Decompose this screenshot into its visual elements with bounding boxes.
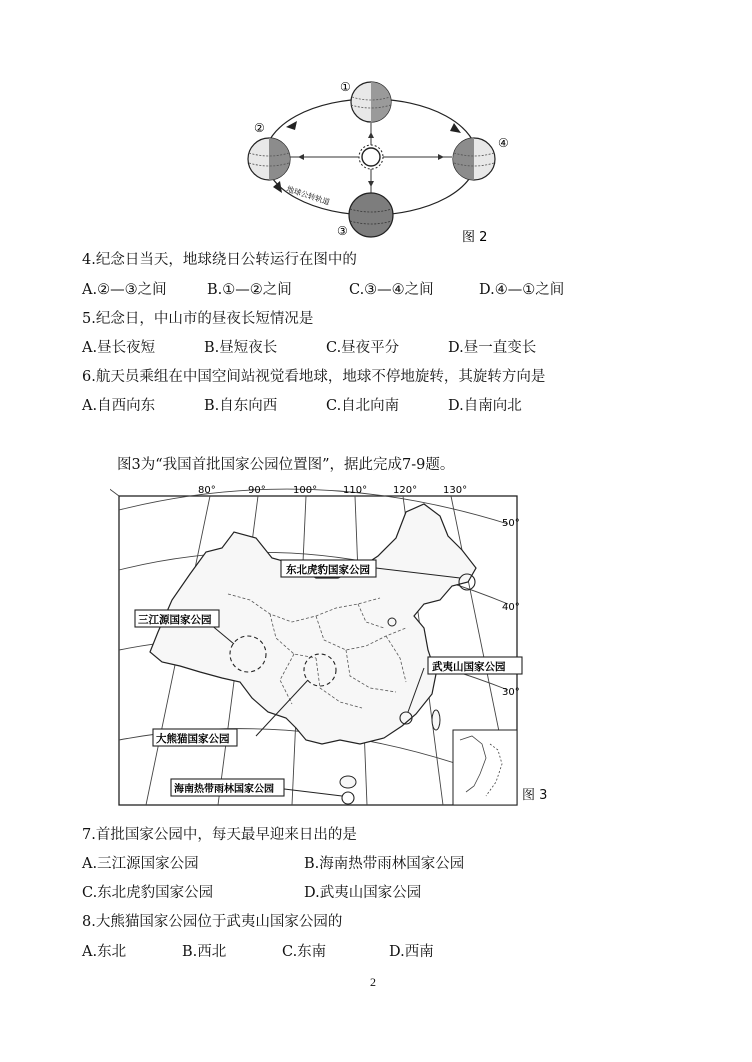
figure2-caption: 图 2 — [462, 230, 488, 245]
q6-stem: 6.航天员乘组在中国空间站视觉看地球，地球不停地旋转，其旋转方向是 — [82, 369, 546, 385]
orbit-label: 地球公转轨道 — [285, 184, 331, 207]
svg-text:大熊猫国家公园: 大熊猫国家公园 — [156, 733, 230, 745]
q4-stem: 4.纪念日当天，地球绕日公转运行在图中的 — [82, 252, 357, 268]
q7-option-d[interactable]: D.武夷山国家公园 — [304, 885, 422, 901]
longitude-label-130: 130° — [443, 485, 468, 496]
q7-option-b[interactable]: B.海南热带雨林国家公园 — [304, 856, 465, 872]
longitude-label-90: 90° — [248, 485, 266, 496]
longitude-label-80: 80° — [198, 485, 216, 496]
position-label-4: ④ — [498, 136, 509, 150]
q4-option-d[interactable]: D.④—①之间 — [479, 282, 565, 298]
q6-option-d[interactable]: D.自南向北 — [448, 398, 522, 414]
longitude-label-100: 100° — [293, 485, 318, 496]
q6-option-a[interactable]: A.自西向东 — [82, 398, 156, 414]
q8-stem: 8.大熊猫国家公园位于武夷山国家公园的 — [82, 914, 343, 930]
longitude-label-110: 110° — [343, 485, 368, 496]
label-wuyishan-park — [428, 657, 522, 674]
orbit-arrow — [286, 121, 297, 130]
svg-text:武夷山国家公园: 武夷山国家公园 — [432, 661, 506, 673]
svg-text:东北虎豹国家公园: 东北虎豹国家公园 — [286, 564, 370, 576]
latitude-label-30: 30° — [502, 687, 520, 698]
q8-option-c[interactable]: C.东南 — [282, 944, 327, 960]
label-tiger-park — [281, 560, 376, 577]
south-china-sea-inset — [453, 730, 517, 805]
q5-stem: 5.纪念日，中山市的昼夜长短情况是 — [82, 311, 314, 327]
latitude-label-40: 40° — [502, 602, 520, 613]
q7-stem: 7.首批国家公园中，每天最早迎来日出的是 — [82, 827, 357, 843]
q7-option-c[interactable]: C.东北虎豹国家公园 — [82, 885, 214, 901]
q6-option-b[interactable]: B.自东向西 — [204, 398, 278, 414]
q5-option-d[interactable]: D.昼一直变长 — [448, 340, 537, 356]
taiwan-island — [432, 710, 440, 730]
q4-option-a[interactable]: A.②—③之间 — [82, 282, 167, 298]
q5-option-c[interactable]: C.昼夜平分 — [326, 340, 400, 356]
q8-option-d[interactable]: D.西南 — [389, 944, 434, 960]
position-label-3: ③ — [337, 224, 348, 238]
earth-position-4 — [453, 138, 495, 180]
intro-text: 图3为“我国首批国家公园位置图”，据此完成7-9题。 — [117, 457, 455, 473]
q5-option-b[interactable]: B.昼短夜长 — [204, 340, 278, 356]
china-parks-map — [110, 482, 580, 812]
page-number: 2 — [370, 975, 376, 989]
q5-option-a[interactable]: A.昼长夜短 — [82, 340, 156, 356]
q4-option-c[interactable]: C.③—④之间 — [349, 282, 434, 298]
figure3-caption: 图 3 — [522, 788, 548, 803]
latitude-label-50: 50° — [502, 518, 520, 529]
q4-option-b[interactable]: B.①—②之间 — [207, 282, 292, 298]
q6-option-c[interactable]: C.自北向南 — [326, 398, 400, 414]
position-label-1: ① — [340, 80, 351, 94]
label-sanjiangyuan-park — [135, 610, 219, 627]
orbit-arrow — [273, 181, 282, 193]
earth-position-3 — [349, 193, 393, 237]
hainan-island — [340, 776, 356, 788]
svg-text:三江源国家公园: 三江源国家公园 — [138, 614, 212, 626]
label-giant-panda-park — [153, 729, 237, 746]
q7-option-a[interactable]: A.三江源国家公园 — [82, 856, 199, 872]
longitude-label-120: 120° — [393, 485, 418, 496]
sun-icon — [359, 145, 383, 169]
earth-position-2 — [248, 138, 290, 180]
position-label-2: ② — [254, 121, 265, 135]
q8-option-a[interactable]: A.东北 — [82, 944, 127, 960]
orbit-figure — [240, 75, 540, 250]
svg-text:海南热带雨林国家公园: 海南热带雨林国家公园 — [174, 784, 274, 795]
earth-position-1 — [351, 82, 391, 122]
q8-option-b[interactable]: B.西北 — [182, 944, 227, 960]
label-hainan-park — [171, 779, 284, 796]
